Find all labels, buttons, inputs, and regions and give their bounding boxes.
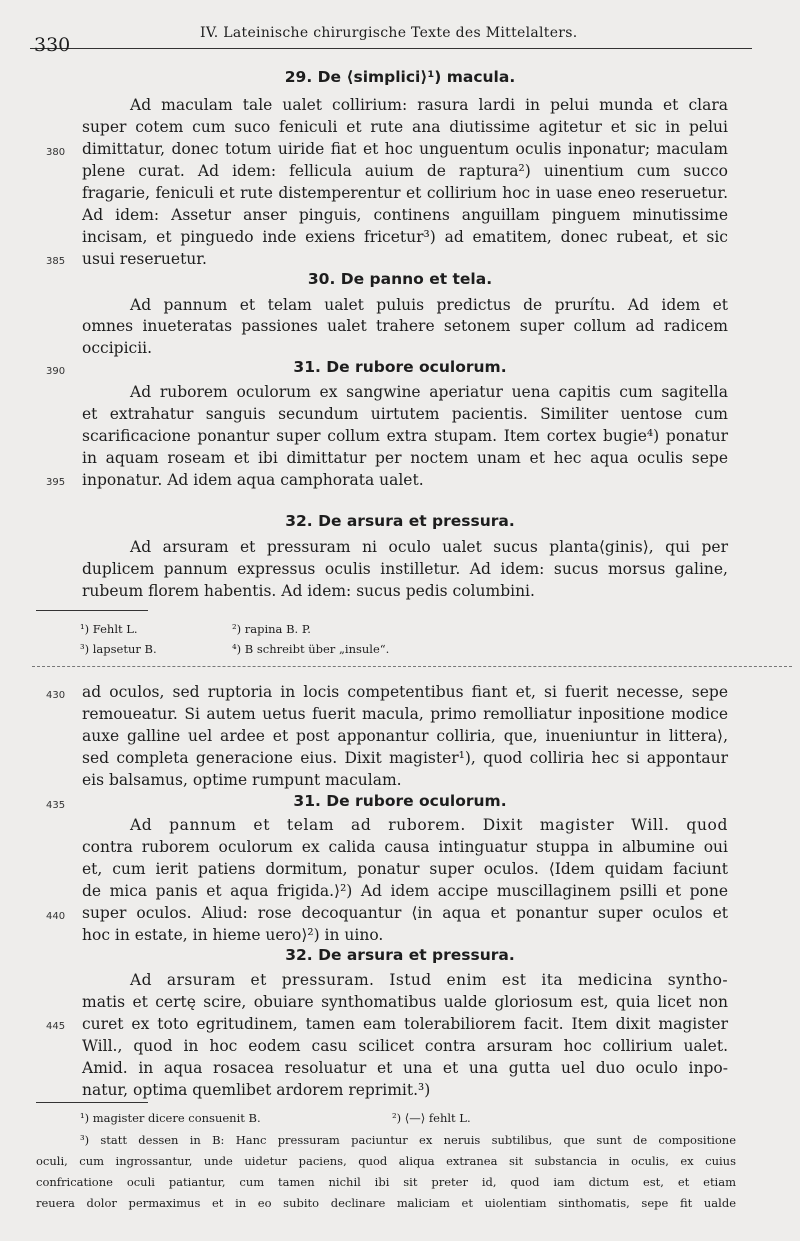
text-line: Amid. in aqua rosacea resoluatur et una et una gutta uel duo oculo inpo- xyxy=(82,1059,728,1077)
text-line: eis balsamus, optime rumpunt maculam. xyxy=(82,771,402,789)
footnote: ¹) Fehlt L. xyxy=(80,622,138,636)
footnote: ²) ⟨—⟩ fehlt L. xyxy=(392,1111,471,1125)
line-number: 445 xyxy=(46,1021,66,1032)
footnote: ⁴) B schreibt über „insule“. xyxy=(232,642,390,656)
text-line: sed completa generacione eius. Dixit magister¹), quod colliria hec si appontaur xyxy=(82,749,728,767)
text-line: rubeum florem habentis. Ad idem: sucus pedis columbini. xyxy=(82,582,535,600)
text-line: curet ex toto egritudinem, tamen eam tolerabiliorem facit. Item dixit magister xyxy=(82,1015,728,1033)
line-number: 385 xyxy=(46,256,66,267)
page-number: 330 xyxy=(34,34,71,56)
text-line: et, cum ierit patiens dormitum, ponatur super oculos. ⟨Idem quidam faciunt xyxy=(82,860,728,878)
text-line: remoueatur. Si autem uetus fuerit macula, primo remolliatur inpositione modice xyxy=(82,705,728,723)
text-line: Ad maculam tale ualet collirium: rasura lardi in pelui munda et clara xyxy=(130,96,728,114)
text-line: scarificacione ponantur super collum extra stupam. Item cortex bugie⁴) ponatur xyxy=(82,427,728,445)
text-line: auxe galline uel ardee et post apponantur colliria, que, inueniuntur in littera⟩, xyxy=(82,727,728,745)
footnote: ³) lapsetur B. xyxy=(80,642,157,656)
footnote-rule xyxy=(36,610,148,611)
text-line: Ad pannum et telam ualet puluis predictus de prurítu. Ad idem et xyxy=(130,296,728,314)
section-30-heading: 30. De panno et tela. xyxy=(307,270,493,288)
text-line: plene curat. Ad idem: fellicula auium de raptura²) uinentium cum succo xyxy=(82,162,728,180)
footnote: oculi, cum ingrossantur, unde uidetur paciens, quod aliqua extranea sit substancia in oculis, ex cuius xyxy=(36,1154,736,1168)
text-line: inponatur. Ad idem aqua camphorata ualet. xyxy=(82,471,424,489)
line-number: 395 xyxy=(46,477,66,488)
line-number: 440 xyxy=(46,911,66,922)
footnote: ²) rapina B. P. xyxy=(232,622,311,636)
line-number: 390 xyxy=(46,366,66,377)
text-line: et extrahatur sanguis secundum uirtutem pacientis. Similiter uentose cum xyxy=(82,405,728,423)
text-line: omnes inueteratas passiones ualet trahere setonem super collum ad radicem xyxy=(82,317,728,335)
text-line: de mica panis et aqua frigida.⟩²) Ad idem accipe muscillaginem psilli et pone xyxy=(82,882,728,900)
text-line: Ad arsuram et pressuram. Istud enim est ita medicina syntho- xyxy=(130,971,728,989)
text-line: hoc in estate, in hieme uero⟩²) in uino. xyxy=(82,926,384,944)
running-head: IV. Lateinische chirurgische Texte des Mittelalters. xyxy=(200,25,578,41)
section-32-heading-b: 32. De arsura et pressura. xyxy=(285,946,515,964)
text-line: occipicii. xyxy=(82,339,153,357)
line-number: 430 xyxy=(46,690,66,701)
section-31-heading-b: 31. De rubore oculorum. xyxy=(293,792,507,810)
text-line: Ad arsuram et pressuram ni oculo ualet sucus planta⟨ginis⟩, qui per xyxy=(130,538,728,556)
text-line: incisam, et pinguedo inde exiens fricetur³) ad ematitem, donec rubeat, et sic xyxy=(82,228,728,246)
text-line: fragarie, feniculi et rute distemperentur et collirium hoc in uase eneo reseruetur. xyxy=(82,184,728,202)
text-line: Ad pannum et telam ad ruborem. Dixit magister Will. quod xyxy=(130,816,728,834)
text-line: contra ruborem oculorum ex calida causa intinguatur stuppa in albumine oui xyxy=(82,838,728,856)
footnote: confricatione oculi patiantur, cum tamen nichil ibi sit preter id, quod iam dictum est, et etiam xyxy=(36,1175,736,1189)
footnote: reuera dolor permaximus et in eo subito declinare maliciam et uiolentiam sinthomatis, sepe fit ualde xyxy=(36,1196,736,1210)
section-29-heading: 29. De ⟨simplici⟩¹) macula. xyxy=(284,68,516,86)
text-line: in aquam roseam et ibi dimittatur per noctem unam et hec aqua oculis sepe xyxy=(82,449,728,467)
text-line: Ad idem: Assetur anser pinguis, continens anguillam pinguem minutissime xyxy=(82,206,728,224)
text-line: super cotem cum suco feniculi et rute ana diutissime agitetur et sic in pelui xyxy=(82,118,728,136)
edition-divider xyxy=(32,666,792,667)
text-line: super oculos. Aliud: rose decoquantur ⟨in aqua et ponantur super oculos et xyxy=(82,904,728,922)
text-line: duplicem pannum expressus oculis instilletur. Ad idem: sucus morsus galine, xyxy=(82,560,728,578)
text-line: matis et certę scire, obuiare synthomatibus ualde gloriosum est, quia licet non xyxy=(82,993,728,1011)
text-line: usui reseruetur. xyxy=(82,250,207,268)
page-header xyxy=(30,22,752,56)
section-32-heading: 32. De arsura et pressura. xyxy=(285,512,515,530)
section-31-heading: 31. De rubore oculorum. xyxy=(293,358,507,376)
line-number: 435 xyxy=(46,800,66,811)
text-line: Will., quod in hoc eodem casu scilicet contra arsuram hoc collirium ualet. xyxy=(82,1037,728,1055)
line-number: 380 xyxy=(46,147,66,158)
text-line: Ad ruborem oculorum ex sangwine aperiatur uena capitis cum sagitella xyxy=(130,383,728,401)
footnote-rule xyxy=(36,1102,148,1103)
footnote: ¹) magister dicere consuenit B. xyxy=(80,1111,261,1125)
text-line: dimittatur, donec totum uiride fiat et hoc unguentum oculis inponatur; maculam xyxy=(82,140,728,158)
text-line: natur, optima quemlibet ardorem reprimit.³) xyxy=(82,1081,431,1099)
text-line: ad oculos, sed ruptoria in locis competentibus fiant et, si fuerit necesse, sepe xyxy=(82,683,728,701)
footnote: ³) statt dessen in B: Hanc pressuram paciuntur ex neruis subtilibus, que sunt de compositione xyxy=(80,1133,736,1147)
